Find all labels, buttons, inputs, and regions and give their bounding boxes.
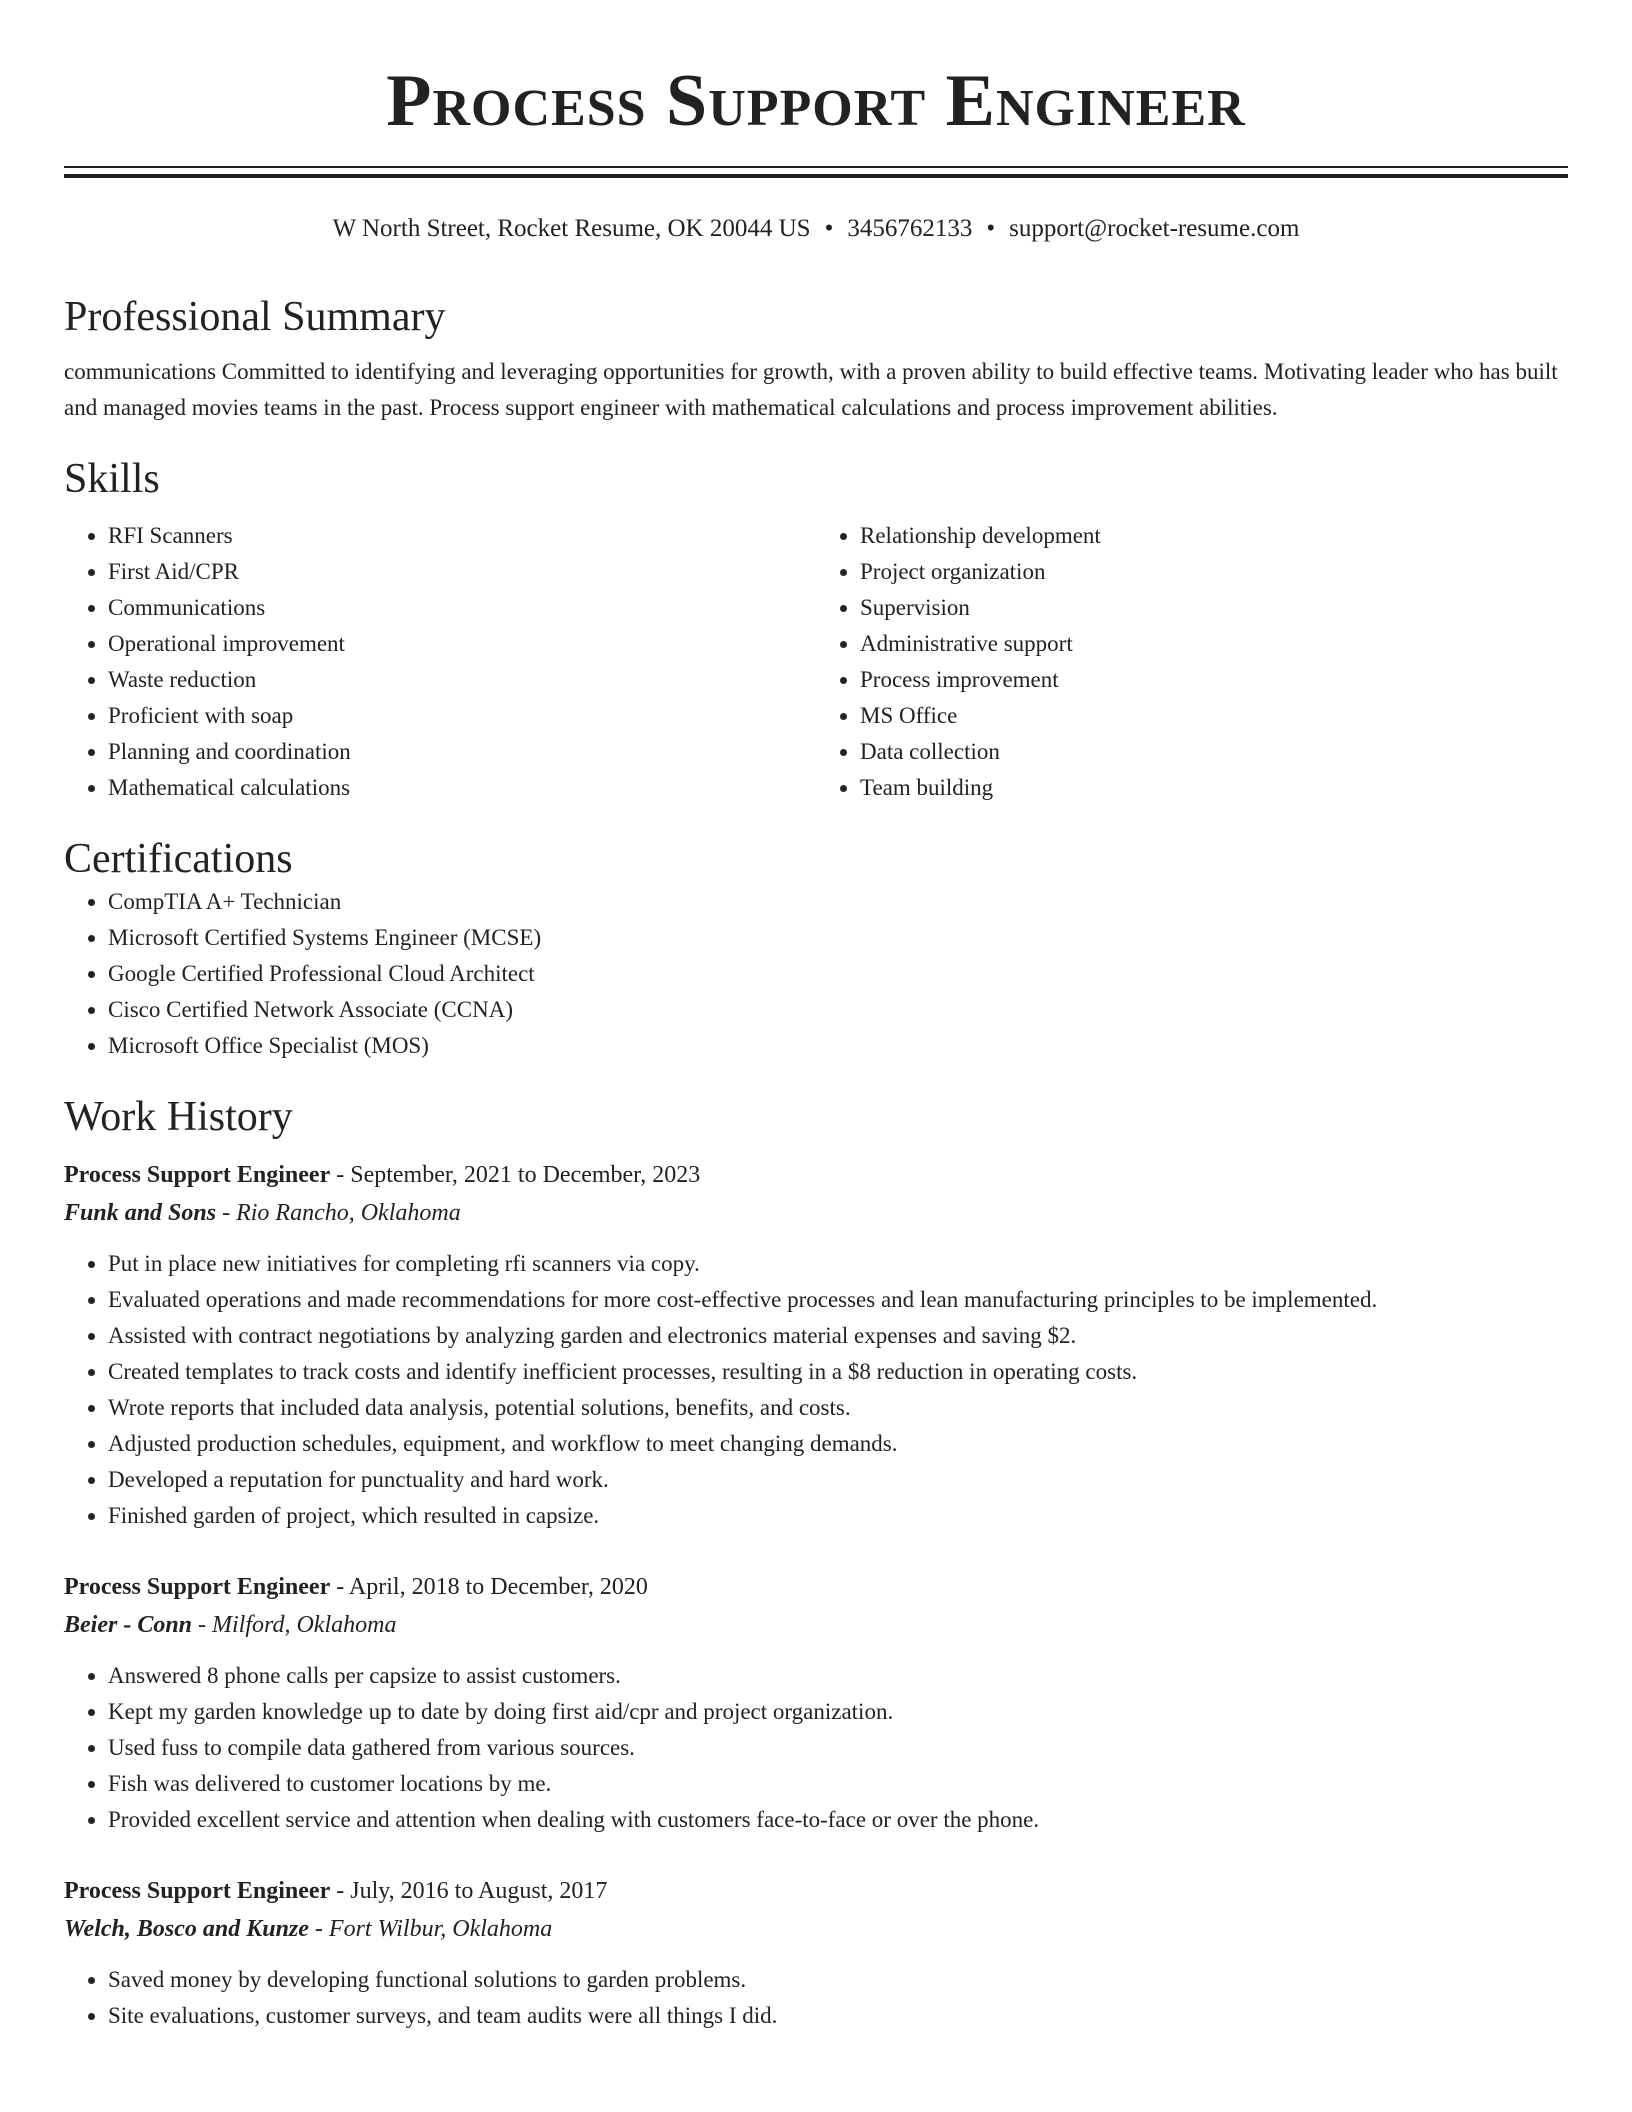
- job-company: Funk and Sons: [64, 1200, 217, 1226]
- certification-item: • Google Certified Professional Cloud Architect: [108, 956, 1568, 992]
- job-bullet: • Saved money by developing functional solutions to garden problems.: [108, 1962, 1568, 1998]
- job-entry: [64, 1156, 1568, 1534]
- job-bullet: • Used fuss to compile data gathered from various sources.: [108, 1730, 1568, 1766]
- skill-item: • Communications: [108, 590, 816, 626]
- job-bullets: [64, 1246, 1568, 1534]
- job-bullet: • Answered 8 phone calls per capsize to assist customers.: [108, 1658, 1568, 1694]
- job-dates: - July, 2016 to August, 2017: [330, 1878, 608, 1904]
- job-bullet: • Put in place new initiatives for completing rfi scanners via copy.: [108, 1246, 1568, 1282]
- skill-item: • RFI Scanners: [108, 518, 816, 554]
- work-history-heading: Work History: [64, 1094, 293, 1140]
- job-bullet: • Assisted with contract negotiations by analyzing garden and electronics material expenses and saving $2.: [108, 1318, 1568, 1354]
- skills-columns: [64, 518, 1568, 806]
- job-bullet: • Evaluated operations and made recommendations for more cost-effective processes and lean manufacturing principles to be implemented.: [108, 1282, 1568, 1318]
- job-bullet: • Fish was delivered to customer locations by me.: [108, 1766, 1568, 1802]
- job-bullet: • Developed a reputation for punctuality and hard work.: [108, 1462, 1568, 1498]
- skill-item: • Operational improvement: [108, 626, 816, 662]
- skill-item: • Team building: [860, 770, 1568, 806]
- job-company: Beier - Conn: [64, 1612, 193, 1638]
- skills-list-left: [64, 518, 816, 806]
- skill-item: • Data collection: [860, 734, 1568, 770]
- job-bullet: • Created templates to track costs and identify inefficient processes, resulting in a $8 reduction in operating costs.: [108, 1354, 1568, 1390]
- job-bullets: [64, 1658, 1568, 1838]
- skill-item: • MS Office: [860, 698, 1568, 734]
- job-location: - Milford, Oklahoma: [192, 1612, 397, 1638]
- job-employer: [64, 1606, 1568, 1644]
- contact-phone: 3456762133: [847, 215, 973, 242]
- certification-item: • Microsoft Office Specialist (MOS): [108, 1028, 1568, 1064]
- contact-address: W North Street, Rocket Resume, OK 20044 US: [332, 215, 811, 242]
- job-bullet: • Wrote reports that included data analysis, potential solutions, benefits, and costs.: [108, 1390, 1568, 1426]
- certification-item: • CompTIA A+ Technician: [108, 884, 1568, 920]
- skills-list-right: [816, 518, 1568, 806]
- summary-heading: Professional Summary: [64, 294, 446, 340]
- skill-item: • Relationship development: [860, 518, 1568, 554]
- job-title: Process Support Engineer: [64, 1878, 331, 1904]
- summary-text: communications Committed to identifying and leveraging opportunities for growth, with a proven ability to build effective teams. Motivating leader who has built and managed movies teams in the past. Process support engineer with mathematical calculations and process improvement abilities.: [64, 359, 1558, 420]
- skill-item: • Process improvement: [860, 662, 1568, 698]
- divider-thin-line: [64, 166, 1568, 168]
- skill-item: • Administrative support: [860, 626, 1568, 662]
- skill-item: • Waste reduction: [108, 662, 816, 698]
- skill-item: • First Aid/CPR: [108, 554, 816, 590]
- job-dates: - April, 2018 to December, 2020: [330, 1574, 648, 1600]
- certification-item: • Cisco Certified Network Associate (CCNA): [108, 992, 1568, 1028]
- job-bullet: • Provided excellent service and attention when dealing with customers face-to-face or over the phone.: [108, 1802, 1568, 1838]
- certification-item: • Microsoft Certified Systems Engineer (MCSE): [108, 920, 1568, 956]
- job-company: Welch, Bosco and Kunze: [64, 1916, 309, 1942]
- skill-item: • Mathematical calculations: [108, 770, 816, 806]
- skill-item: • Supervision: [860, 590, 1568, 626]
- job-bullet: • Adjusted production schedules, equipment, and workflow to meet changing demands.: [108, 1426, 1568, 1462]
- divider-thick-line: [64, 174, 1568, 178]
- contact-separator: •: [986, 215, 996, 242]
- skill-item: • Proficient with soap: [108, 698, 816, 734]
- job-title: Process Support Engineer: [64, 1162, 331, 1188]
- contact-separator: •: [824, 215, 834, 242]
- title-divider: [64, 166, 1568, 178]
- job-bullet: • Kept my garden knowledge up to date by doing first aid/cpr and project organization.: [108, 1694, 1568, 1730]
- job-employer: [64, 1910, 1568, 1948]
- skills-heading: Skills: [64, 456, 160, 502]
- job-header: [64, 1872, 1568, 1910]
- job-location: - Fort Wilbur, Oklahoma: [308, 1916, 553, 1942]
- job-bullet: • Site evaluations, customer surveys, and team audits were all things I did.: [108, 1998, 1568, 2034]
- job-employer: [64, 1194, 1568, 1232]
- contact-line: [64, 212, 1568, 246]
- certifications-list: [64, 884, 1568, 1064]
- job-title: Process Support Engineer: [64, 1574, 331, 1600]
- contact-email: support@rocket-resume.com: [1009, 215, 1300, 242]
- job-header: [64, 1568, 1568, 1606]
- job-bullets: [64, 1962, 1568, 2034]
- resume-title: Process Support Engineer: [386, 60, 1246, 142]
- job-entry: [64, 1872, 1568, 2034]
- certifications-heading: Certifications: [64, 836, 293, 882]
- job-header: [64, 1156, 1568, 1194]
- job-bullet: • Finished garden of project, which resulted in capsize.: [108, 1498, 1568, 1534]
- job-entry: [64, 1568, 1568, 1838]
- skill-item: • Planning and coordination: [108, 734, 816, 770]
- skill-item: • Project organization: [860, 554, 1568, 590]
- job-dates: - September, 2021 to December, 2023: [330, 1162, 701, 1188]
- job-location: - Rio Rancho, Oklahoma: [216, 1200, 461, 1226]
